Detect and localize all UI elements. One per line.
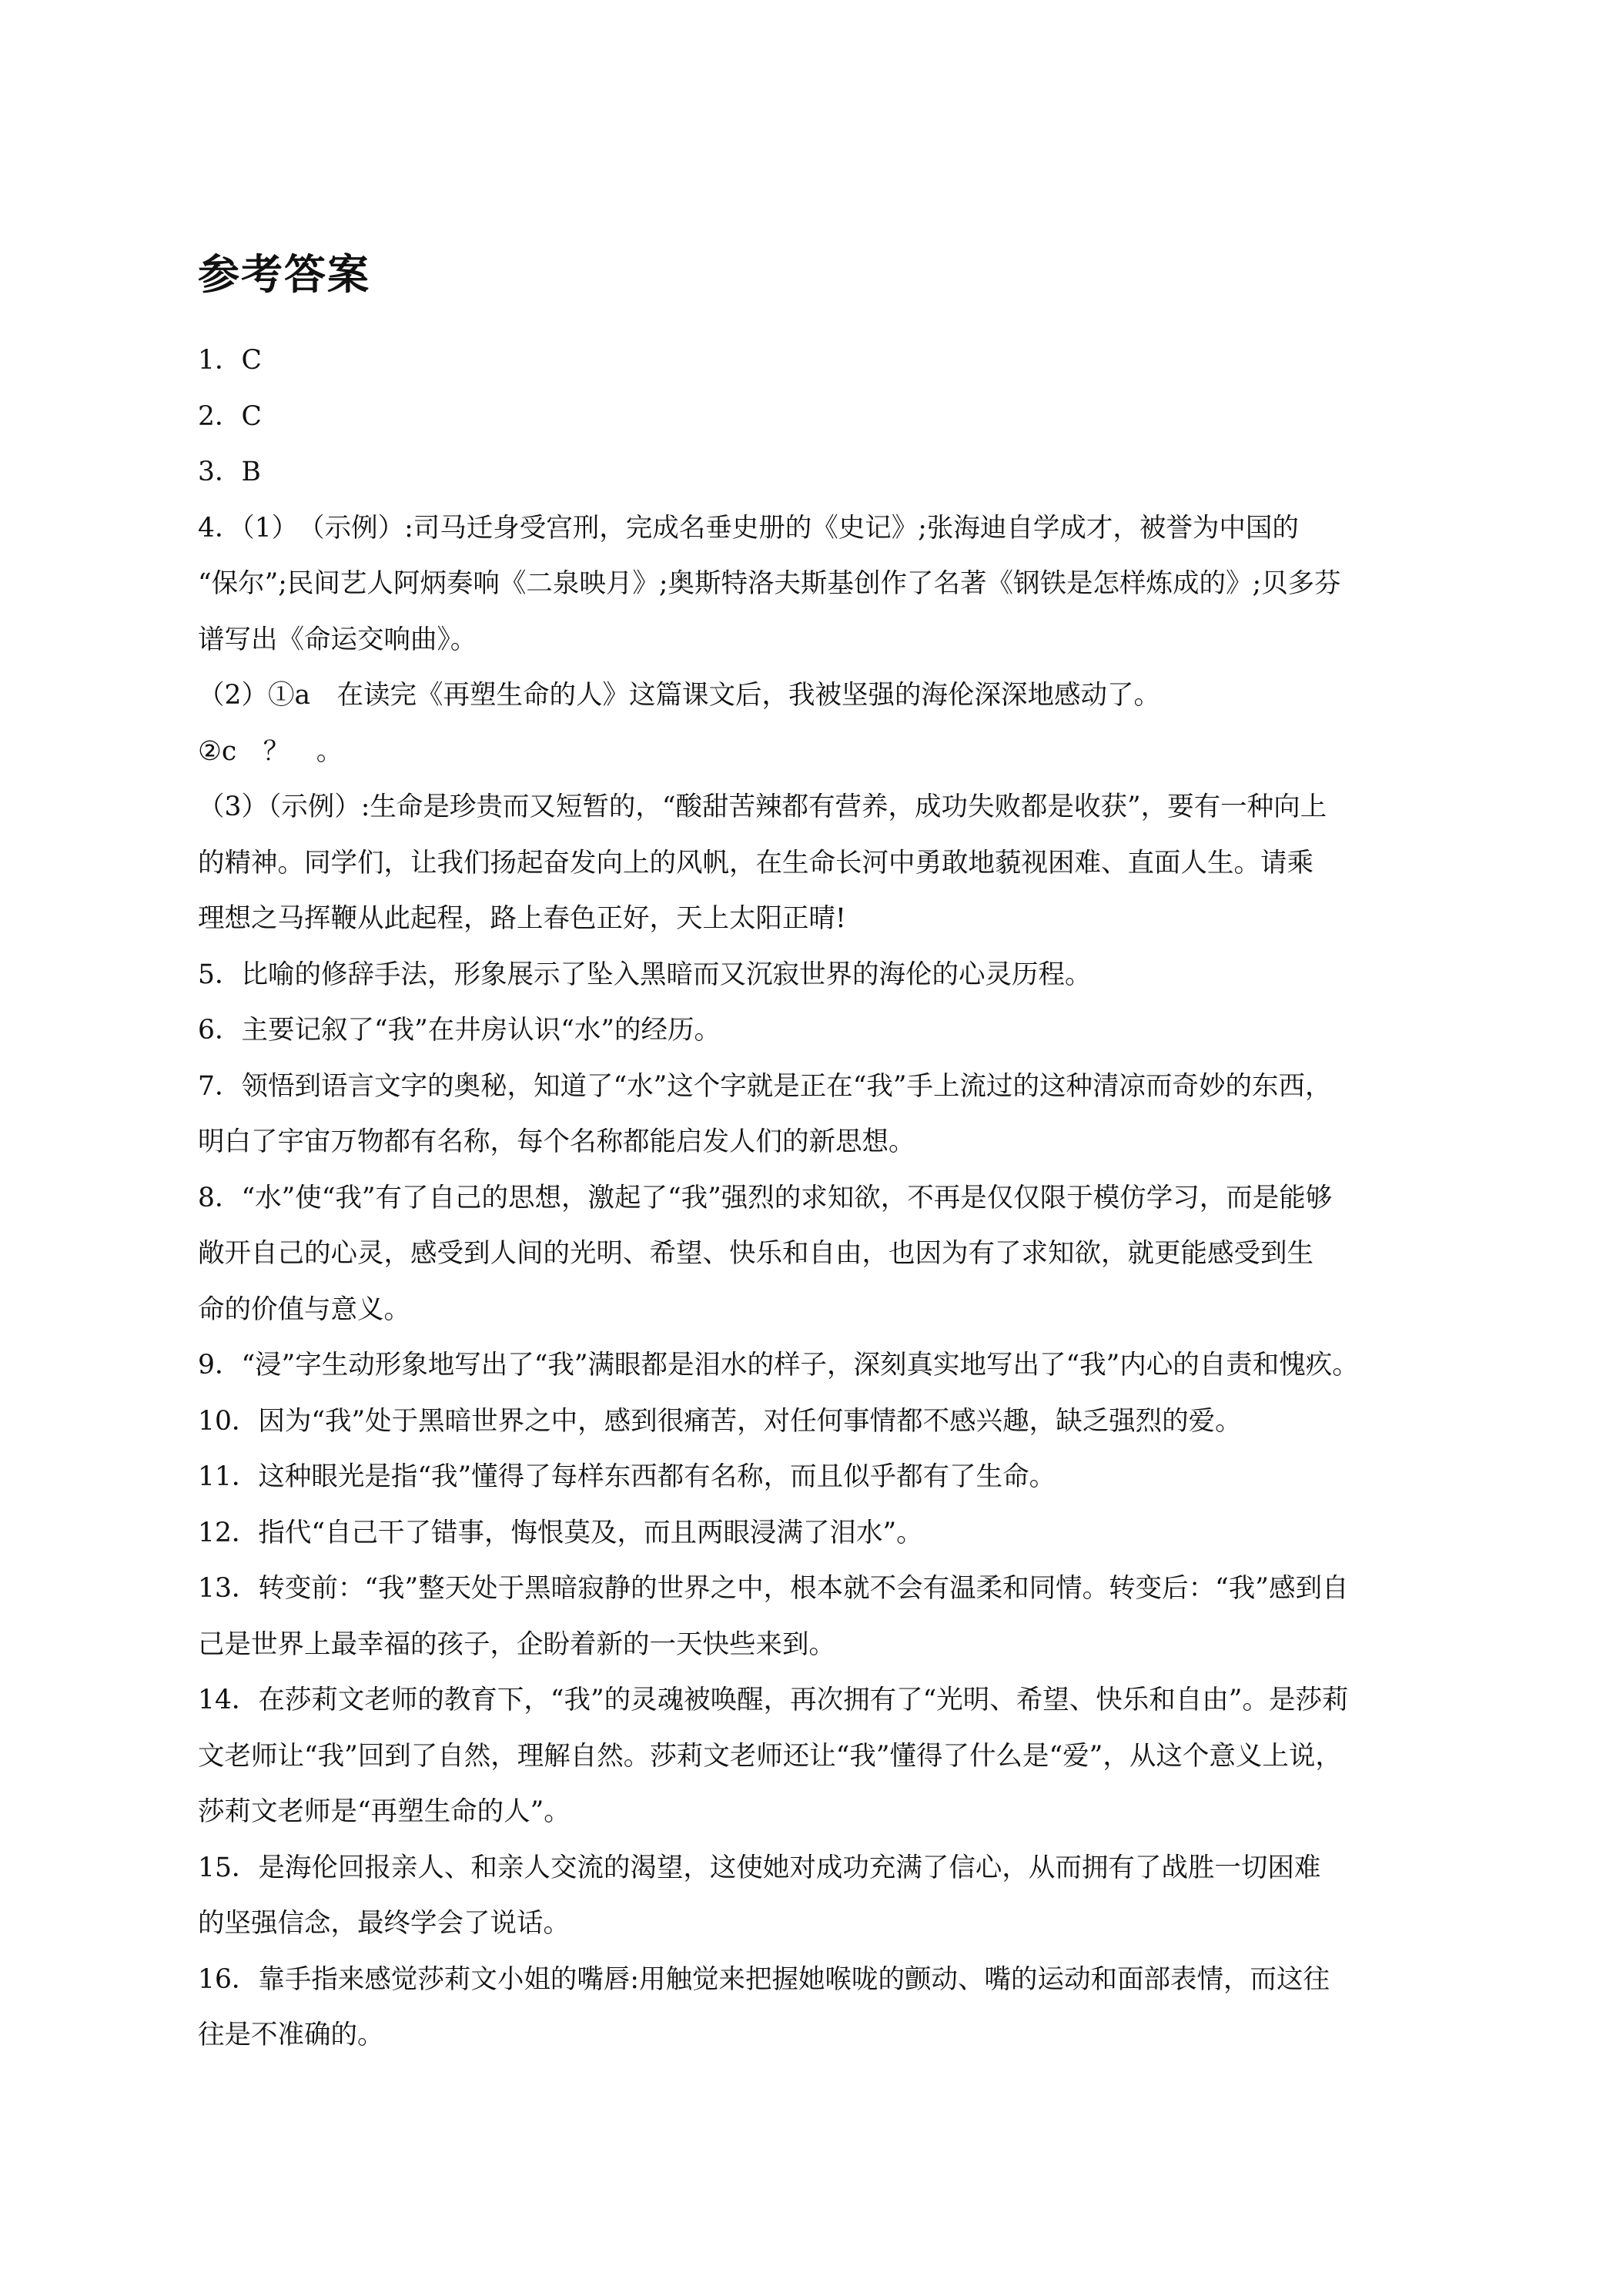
answer-line: 明白了宇宙万物都有名称，每个名称都能启发人们的新思想。 (198, 1126, 915, 1157)
answer-line: 莎莉文老师是“再塑生命的人”。 (198, 1796, 571, 1827)
answer-line: 6．主要记叙了“我”在井房认识“水”的经历。 (198, 1015, 721, 1046)
answer-line: 敞开自己的心灵，感受到人间的光明、希望、快乐和自由，也因为有了求知欲，就更能感受到生 (198, 1238, 1313, 1269)
answer-line: 13．转变前：“我”整天处于黑暗寂静的世界之中，根本就不会有温柔和同情。转变后：“我”感到自 (198, 1573, 1349, 1604)
answer-line: 16．靠手指来感觉莎莉文小姐的嘴唇:用触觉来把握她喉咙的颤动、嘴的运动和面部表情，而这往 (198, 1963, 1330, 1995)
answer-line: （3）（示例）:生命是珍贵而又短暂的，“酸甜苦辣都有营养，成功失败都是收获”，要有一种向上 (198, 792, 1327, 822)
answer-line: 文老师让“我”回到了自然，理解自然。莎莉文老师还让“我”懂得了什么是“爱”，从这个意义上说， (198, 1740, 1342, 1772)
answer-line: 4．（1） （示例）:司马迁身受宫刑，完成名垂史册的《史记》;张海迪自学成才，被誉为中国的 (198, 512, 1299, 544)
answer-line: 己是世界上最幸福的孩子，企盼着新的一天快些来到。 (198, 1628, 835, 1660)
answer-line: ②c ？ 。 (198, 735, 343, 767)
answer-line: 10．因为“我”处于黑暗世界之中，感到很痛苦，对任何事情都不感兴趣，缺乏强烈的爱。 (198, 1405, 1242, 1437)
answer-line: 11．这种眼光是指“我”懂得了每样东西都有名称，而且似乎都有了生命。 (198, 1461, 1056, 1492)
answer-line: 15．是海伦回报亲人、和亲人交流的渴望，这使她对成功充满了信心，从而拥有了战胜一切困难 (198, 1852, 1321, 1883)
answer-line: （2）①a 在读完《再塑生命的人》这篇课文后，我被坚强的海伦深深地感动了。 (198, 680, 1161, 711)
answer-line: 8．“水”使“我”有了自己的思想，激起了“我”强烈的求知欲，不再是仅仅限于模仿学习，而是能够 (198, 1182, 1333, 1213)
answer-line: 1．C (198, 345, 262, 376)
answer-list (198, 333, 1445, 2063)
answer-line: 2．C (198, 400, 262, 432)
answer-line: 14．在莎莉文老师的教育下，“我”的灵魂被唤醒，再次拥有了“光明、希望、快乐和自由”。是莎莉 (198, 1685, 1349, 1715)
answer-line: “保尔”;民间艺人阿炳奏响《二泉映月》;奥斯特洛夫斯基创作了名著《钢铁是怎样炼成的》;贝多芬 (198, 568, 1341, 599)
page-title: 参考答案 (198, 250, 370, 299)
answer-line: 理想之马挥鞭从此起程，路上春色正好，天上太阳正晴! (198, 903, 846, 934)
answer-line: 9．“浸”字生动形象地写出了“我”满眼都是泪水的样子，深刻真实地写出了“我”内心的自责和愧疚。 (198, 1350, 1359, 1381)
answer-line: 12．指代“自己干了错事，悔恨莫及，而且两眼浸满了泪水”。 (198, 1517, 923, 1548)
answer-line: 的坚强信念，最终学会了说话。 (198, 1908, 570, 1939)
answer-line: 的精神。同学们，让我们扬起奋发向上的风帆，在生命长河中勇敢地藐视困难、直面人生。请乘 (198, 847, 1313, 879)
answer-line: 命的价值与意义。 (198, 1294, 410, 1325)
answer-line: 往是不准确的。 (198, 2020, 384, 2050)
answer-line: 7．领悟到语言文字的奥秘，知道了“水”这个字就是正在“我”手上流过的这种清凉而奇妙的东西， (198, 1070, 1332, 1102)
answer-line: 3．B (198, 457, 261, 487)
answer-line: 谱写出《命运交响曲》。 (198, 624, 477, 655)
answer-line: 5．比喻的修辞手法，形象展示了坠入黑暗而又沉寂世界的海伦的心灵历程。 (198, 959, 1092, 990)
